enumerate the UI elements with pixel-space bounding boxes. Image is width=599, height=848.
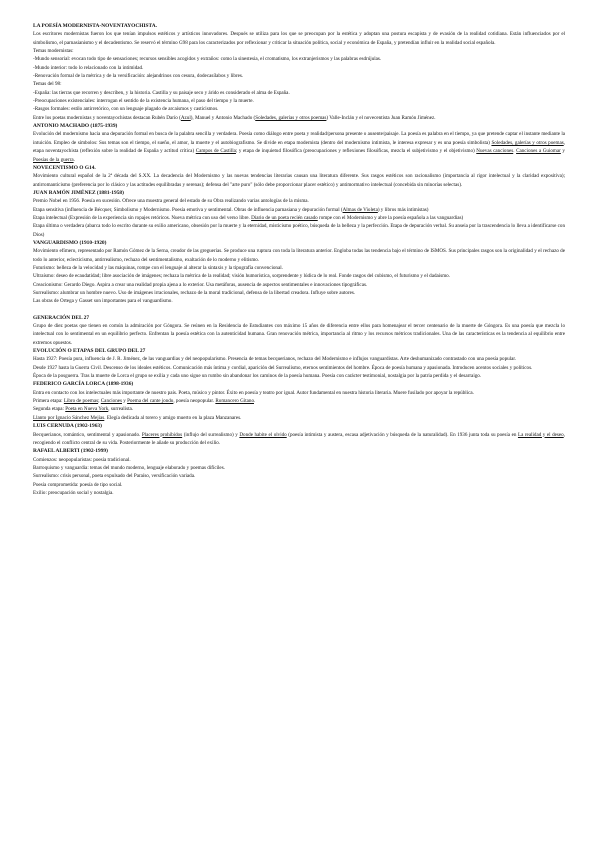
text-span: . Elegía dedicada al torero y amigo muerto en la plaza Manzanares. xyxy=(104,414,242,421)
alberti-etapa: Comienzos: neopopularistas: poesía tradicional. xyxy=(33,456,131,463)
paragraph-generacion-27: Grupo de diez poetas que tienen en común la admiración por Góngora. Se reúnen en la Residencia de Estudiantes con máximo 15 años de diferencia entre ellos para homenajear el tercer centenario de la muerte de Góngora. Es una poesía que mezcla lo intelectual con lo sentimental en un equilibrio perfecto. Enfrentan la poesía estética con la autenticidad humana. Gran renovación métrica, importancia al ritmo y los recursos métricos tradicionales. Una de las características es la tendencia al equilibrio entre extremos opuestos. xyxy=(33,323,565,346)
text-span: Etapa sensitiva (influencia de Bécquer, Simbolismo y Modernismo. Poesía emotiva y sentimental. Obras de influencia parnasiana y depuración formal ( xyxy=(33,206,343,213)
modernist-theme-item: -Mundo interior: todo lo relacionado con la intimidad. xyxy=(33,64,144,71)
text-span: ; y etapa de inquietud filosófica (preocupaciones y reflexiones filosóficas, mezcla el subjetivismo y el objetivismo) xyxy=(235,148,475,155)
paragraph-ortega: Las obras de Ortega y Gasset son importantes para el vanguardismo. xyxy=(33,298,173,305)
text-span: Etapa intelectual (Expresión de la experiencia sin ropajes retóricos. Nueva métrica con uso del verso libre. xyxy=(33,214,252,221)
alberti-etapa: Poesía comprometida: poesía de tipo social. xyxy=(33,481,123,488)
text-span: Segunda etapa: xyxy=(33,406,66,413)
paragraph-surrealismo: Surrealismo: alumbrar un hombre nuevo. Uso de imágenes irracionales, rechazo de la moral tradicional, defensa de la libertad creadora. Influye sobre autores. xyxy=(33,290,356,296)
section-title-alberti: RAFAEL ALBERTI (1902-1999) xyxy=(33,448,108,455)
work-title: Poeta en Nueva York xyxy=(65,406,109,413)
text-span: Evolución del modernismo hacia una depuración formal en busca de la palabra sencilla y verdadera. Poesía como diálogo entre poeta y realidad/persona presente o ausente/paisaje. La poesía es palabra en el tiempo, ya que pretende captar el instante mediante la intuición. Empleo de símbolos: Sus temas son el tiempo, el sueño, el amor, la muerte y el autobiografismo. Se divide en etapa modernista (dentro del modernismo intimista, le interesa expresar y es una poesía simbolista) xyxy=(33,131,565,146)
paragraph-vanguardismo: Movimiento efímero, representado por Ramón Gómez de la Serna, creador de las greguerías. Se produce una ruptura con toda la literatura anterior. Engloba todas las tendencia bajo el término de ISMOS. Sus principales rasgos son la originalidad y el rechazo de todo lo anterior, eclecticismo, antirrealismo, rechazo del sentimentalismo, exaltación de lo moderno y elitismo. xyxy=(33,248,565,263)
work-title: Donde habite el olvido xyxy=(239,431,287,438)
paragraph-jrj-etapa-ultima: Etapa última o verdadera (abarca todo lo escrito durante su exilio americano, obsesión por la muerte y la eternidad, misticismo poético, búsqueda de la belleza y la perfección. Etapa de depuración verbal. Su anseia por la trascendencia lo lleva a identificarse con Dios) xyxy=(33,223,565,238)
paragraph-machado xyxy=(33,130,565,163)
alberti-etapa: Exilio: preocupación social y nostalgia. xyxy=(33,489,114,496)
work-title: Nuevas canciones xyxy=(476,148,514,155)
work-title: Poema del cante jondo xyxy=(127,398,174,405)
work-title: Placeres prohibidos xyxy=(141,431,183,438)
paragraph-evolucion-3: Época de la posguerra. Tras la muerte de Lorca el grupo se exilia y cada uno sigue un rumbo sin abandonar los caminos de la poesía humana. Poesía con carácter testimonial, nostalgia por la patria perdida y el desarraigo. xyxy=(33,373,482,380)
modernist-themes-heading: Temas modernistas: xyxy=(33,48,74,55)
paragraph-modernismo-intro: Los escritores modernistas fueron los que tenían impulsos estéticos y artísticos innovadores. Después se utiliza para los que se preocupan por la estética y adoptan una postura escapista y de evasión de la realidad cotidiana. Están influenciados por el simbolismo, el parnasianismo y el decadentismo. Se reservó el término G98 para los caracterizados por reflexionar y criticar la situación política, social y económica de España, y pretendían influir en la realidad social española. xyxy=(33,31,565,46)
work-title: Poesías de la guerra xyxy=(33,156,74,163)
paragraph-creacionismo: Creacionismo: Gerardo Diego. Aspira a crear una realidad propia ajena a lo exterior. Usa metáforas, ausencia de aspectos sentimentales e innovaciones tipográficas. xyxy=(33,281,368,288)
text-span: rompe con el Modernismo y abre la poesía española a las vanguardias) xyxy=(317,214,464,221)
work-title: Libro de poemas xyxy=(63,398,99,405)
work-title: Llanto por Ignacio Sánchez Mejías xyxy=(33,414,105,421)
text-span: ) y libros más intimistas) xyxy=(377,206,429,213)
text-span: . xyxy=(254,398,256,405)
text-span: . xyxy=(513,148,515,155)
g98-themes-heading: Temas del 98: xyxy=(33,81,62,88)
work-title: Romancero Gitano xyxy=(215,398,254,405)
text-span: Entre los poetas modernistas y noventayochistas destacan Rubén Darío ( xyxy=(33,114,181,121)
paragraph-jrj-etapa-sensitiva xyxy=(33,206,565,214)
paragraph-novecentismo: Movimiento cultural español de la 2ª década del S.XX. La decadencia del Modernismo y las nuevas tendencias literarias causan una literatura diferente. Sus rasgos estéticos son racionalismo (importancia al rigor intelectual y la claridad expositiva); antirromanticismo (preferencia por lo clásico y las actitudes equilibradas y serenas); defensa del "arte puro" (sólo debe proporcionar placer estético) y antimormativo intelectual (concebida sin minorías selectas). xyxy=(33,173,565,188)
section-title-jrj: JUAN RAMÓN JIMÉNEZ (1881-1958) xyxy=(33,189,124,196)
text-span: y xyxy=(122,398,128,405)
text-span: , surrealista. xyxy=(108,406,134,413)
work-title: Canciones xyxy=(100,398,122,405)
g98-theme-item: -España: las tierras que recorren y describen, y la historia. Castilla y su paisaje seco y árido es considerado el alma de España. xyxy=(33,89,290,96)
work-title: Soledades, galerías y otros poemas xyxy=(255,114,327,121)
section-title-evolucion: EVOLUCIÓN O ETAPAS DEL GRUPO DEL 27 xyxy=(33,348,146,355)
text-span: Becquerianos, romántico, sentimental y apasionado. xyxy=(33,431,142,438)
section-title-generacion-27: GENERACIÓN DEL 27 xyxy=(33,314,90,321)
paragraph-jrj-intro: Premio Nobel en 1956. Poesía en sucesión. Ofrece una muestra general del estado de su Obra realizando varias antologías de la misma. xyxy=(33,198,309,205)
text-span: (poesía intimista y austera, escasa adjetivación y búsqueda de la naturalidad). En 1936 junta toda su poesía en xyxy=(286,431,518,438)
paragraph-futurismo: Futurismo: belleza de la velocidad y las máquinas, rompe con el lenguaje al alterar la sintaxis y la tipografía convencional. xyxy=(33,264,283,271)
text-span: ; xyxy=(98,398,101,405)
text-span: , etapa noventayochista (reflexión sobre la realidad de España y actitud crítica) xyxy=(33,139,565,155)
text-span: , poesía neopopular. xyxy=(173,398,216,405)
work-title: Diario de un poeta recién casado xyxy=(251,214,318,221)
section-title-modernismo: LA POESÍA MODERNISTA-NOVENTAYOCHISTA. xyxy=(33,23,157,29)
section-title-vanguardismo: VANGUARDISMO (1910-1920) xyxy=(33,239,107,246)
text-span: . xyxy=(73,156,75,163)
text-span: (influjo del surrealismo) y xyxy=(182,431,240,438)
section-title-lorca: FEDERICO GARCÍA LORCA (1898-1936) xyxy=(33,381,134,388)
section-title-machado: ANTONIO MACHADO (1875-1939) xyxy=(33,123,118,130)
lorca-primera-etapa xyxy=(33,397,565,405)
text-span: y xyxy=(560,148,565,155)
paragraph-cernuda xyxy=(33,431,565,448)
work-title: Almas de Violeta xyxy=(342,206,378,213)
work-title: Azul xyxy=(180,114,191,121)
paragraph-lorca: Entra en contacto con los intelectuales más importante de nuestro país. Poeta, músico y pintor. Éxito en poesía y teatro por igual. Autor fundamental en nuestra historia literaria. Muere fusilado por apoyar la república. xyxy=(33,389,474,396)
lorca-llanto xyxy=(33,414,565,422)
lorca-segunda-etapa xyxy=(33,405,565,413)
modernist-theme-item: -Renovación formal de la métrica y de la versificación: alejandrinos con cesura, dodecasílabos y libres. xyxy=(33,73,244,80)
work-title: Soledades, galerías y otros poemas xyxy=(491,139,564,146)
g98-theme-item: -Rasgos formales: estilo antirretórico, con un lenguaje plagado de arcaísmos y casticismos. xyxy=(33,106,219,113)
work-title: Campos de Castilla xyxy=(195,148,236,155)
work-title: Canciones a Guiomar xyxy=(516,148,561,155)
alberti-etapa: Barroquismo y vanguardia: temas del mundo moderno, lenguaje elaborado y poemas difíciles. xyxy=(33,464,225,471)
paragraph-authors xyxy=(33,114,565,122)
paragraph-ultraismo: Ultraísmo: deseo de ecaudatidad; libre asociación de imágenes; rechaza la métrica de la realidad; visión humorística, sorprendente y lúdica de lo real. Fonde rasgos del cubismo, el futurismo y el dadaísmo. xyxy=(33,273,450,280)
g98-theme-item: -Preocupaciones existenciales: interrogan el sentido de la existencia humana, el paso del tiempo y la muerte. xyxy=(33,98,254,105)
paragraph-jrj-etapa-intelectual xyxy=(33,214,565,222)
work-title: La realidad y el deseo xyxy=(517,431,564,438)
text-span: ), Manuel y Antonio Machado ( xyxy=(190,114,256,121)
text-span: ) Valle-Inclán y el novecentista Juan Ramón Jiménez. xyxy=(326,114,436,121)
section-title-cernuda: LUIS CERNUDA (1902-1963) xyxy=(33,423,102,430)
alberti-etapa: Surrealismo: crisis personal, poeta expulsado del Paraíso, versificación variada. xyxy=(33,473,196,480)
text-span: Primera etapa: xyxy=(33,398,64,405)
section-title-novecentismo: NOVECENTISMO O G14. xyxy=(33,164,96,171)
modernist-theme-item: -Mundo sensorial: evocan todo tipo de sensaciones; recursos sensibles acogidos y extraños: como la sinestesia, el cromatismo, los extranjerismos y las palabras esdrújulas. xyxy=(33,56,382,63)
text-span: , recogiendo el conflicto central de su vida. Posteriormente le añade su producción del exilio. xyxy=(33,431,565,446)
paragraph-evolucion-1: Hasta 1927: Poesía pura, influencia de J. R. Jiménez, de las vanguardias y del neopopularismo. Presencia de temas becquerianos, rechazo del Modernismo e influjos vanguardistas. Arte deshumanizado contrastado con una poesía popular. xyxy=(33,356,517,363)
paragraph-evolucion-2: Desde 1927 hasta la Guerra Civil. Descenso de los ideales estéticos. Comunicación más íntima y cordial, aparición del Surrealismo, eternos sentimientos del hombre. Época de poesía humana y apasionada. Introducen acentos sociales y políticos. xyxy=(33,364,533,371)
